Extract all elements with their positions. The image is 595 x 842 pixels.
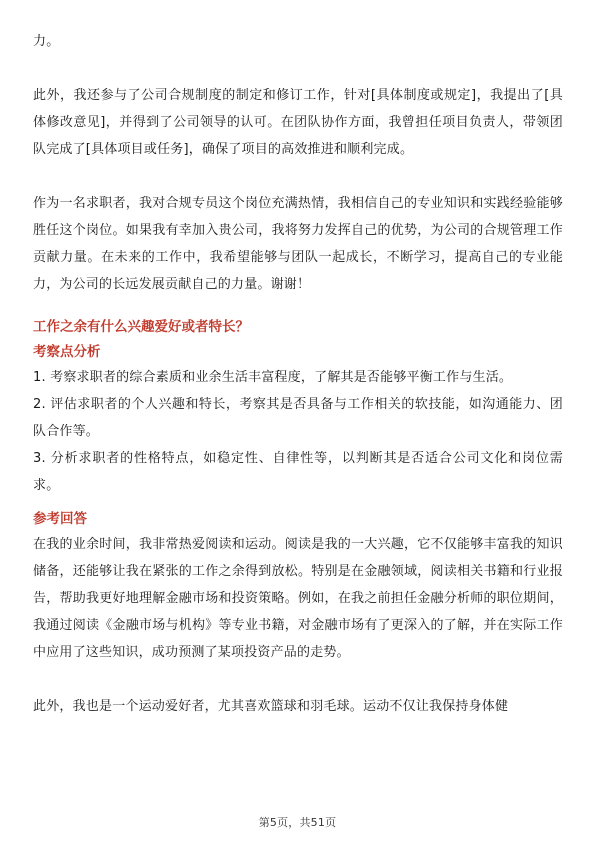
analysis-item-3: 3. 分析求职者的性格特点，如稳定性、自律性等，以判断其是否适合公司文化和岗位需求。 [33, 451, 563, 493]
answer-paragraph-1: 在我的业余时间，我非常热爱阅读和运动。阅读是我的一大兴趣，它不仅能够丰富我的知识储备，还能够让我在紧张的工作之余得到放松。特别是在金融领域，阅读相关书籍和行业报告，帮助我更好地理解金融市场和投资策略。例如，在我之前担任金融分析师的职位期间，我通过阅读《金融市场与机构》等专业书籍，对金融市场有了更深入的了解，并在实际工作中应用了这些知识，成功预测了某项投资产品的走势。 [33, 537, 563, 660]
answer-label: 参考回答 [33, 511, 87, 527]
paragraph-continuation: 力。 [33, 34, 60, 49]
paragraph-compliance-work: 此外，我还参与了公司合规制度的制定和修订工作，针对[具体制度或规定]，我提出了[具体修改意见]，并得到了公司领导的认可。在团队协作方面，我曾担任项目负责人，带领团队完成了[具体项目或任务]，确保了项目的高效推进和顺利完成。 [33, 88, 563, 157]
page-content [33, 28, 563, 720]
page-number-footer: 第5页，共51页 [258, 816, 337, 829]
analysis-label: 考察点分析 [33, 344, 101, 360]
analysis-item-2: 2. 评估求职者的个人兴趣和特长，考察其是否具备与工作相关的软技能，如沟通能力、团队合作等。 [33, 397, 563, 439]
paragraph-closing: 作为一名求职者，我对合规专员这个岗位充满热情，我相信自己的专业知识和实践经验能够胜任这个岗位。如果我有幸加入贵公司，我将努力发挥自己的优势，为公司的合规管理工作贡献力量。在未来的工作中，我希望能够与团队一起成长，不断学习，提高自己的专业能力，为公司的长远发展贡献自己的力量。谢谢！ [33, 196, 563, 292]
question-heading: 工作之余有什么兴趣爱好或者特长？ [33, 319, 249, 335]
analysis-item-1: 1. 考察求职者的综合素质和业余生活丰富程度，了解其是否能够平衡工作与生活。 [33, 370, 513, 385]
answer-paragraph-2: 此外，我也是一个运动爱好者，尤其喜欢篮球和羽毛球。运动不仅让我保持身体健 [33, 699, 509, 714]
